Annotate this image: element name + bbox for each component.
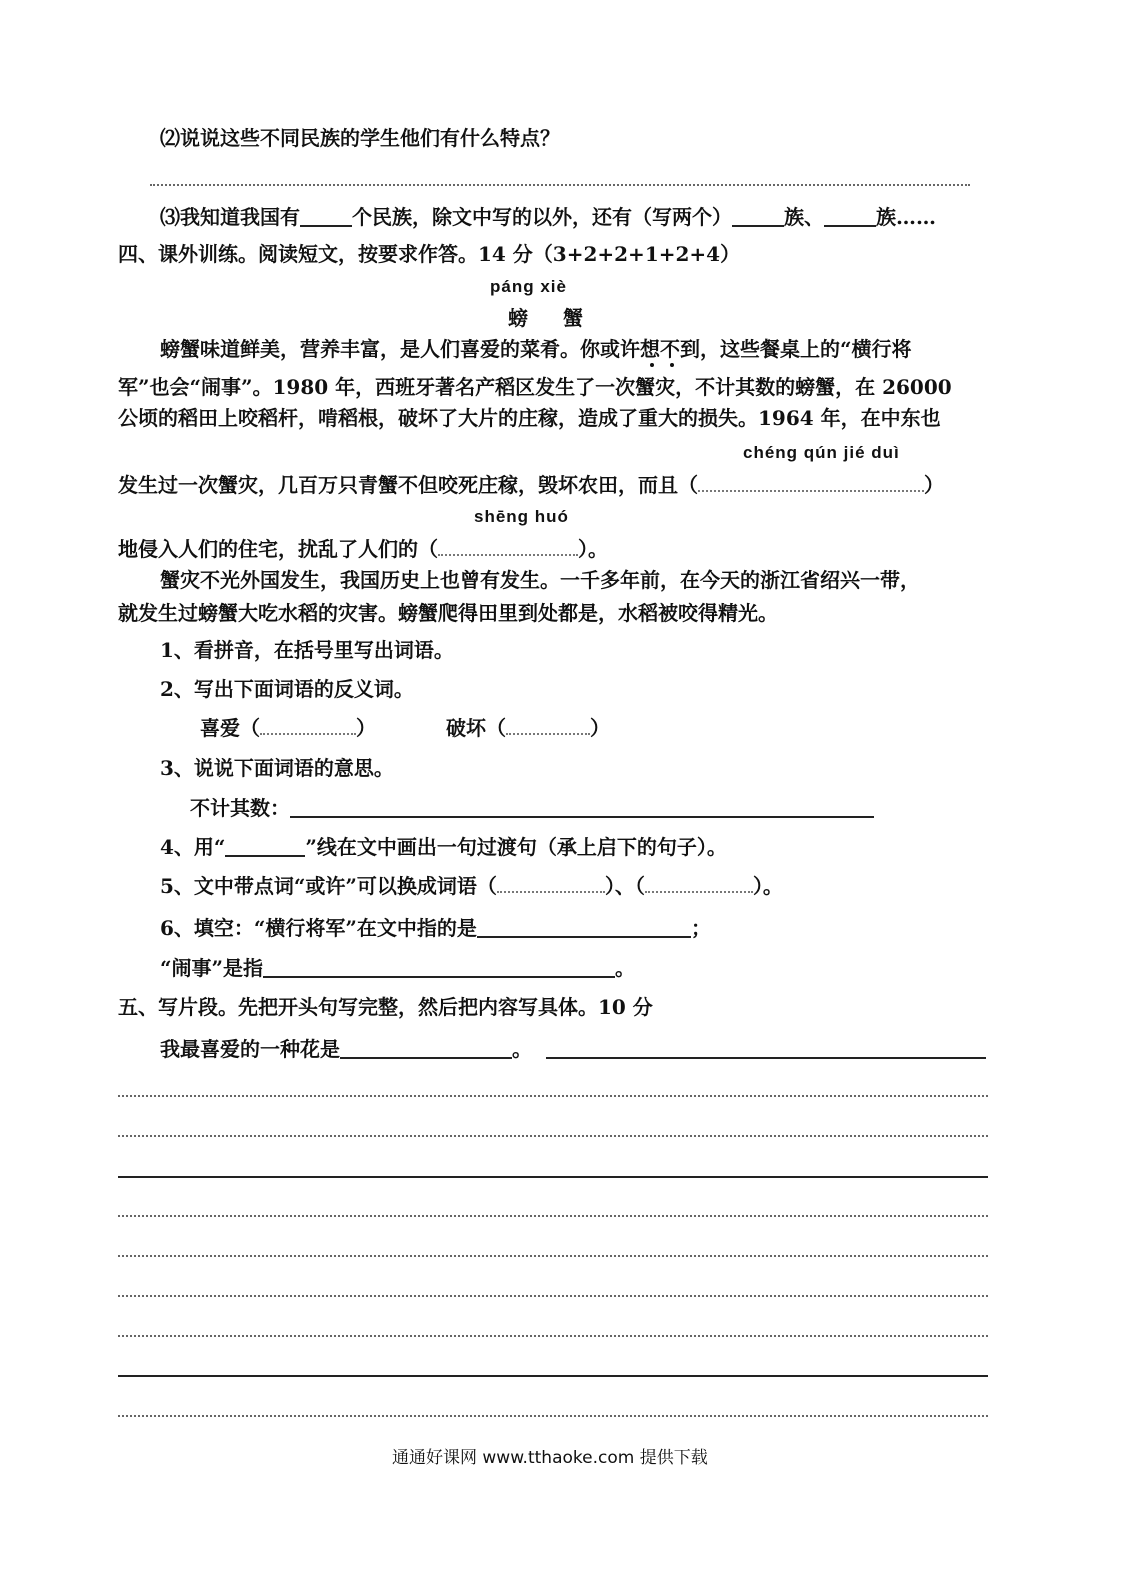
- q5-blank-1[interactable]: [497, 879, 605, 893]
- q6-text-4: 。: [615, 956, 636, 980]
- writing-line-4[interactable]: [118, 1215, 988, 1217]
- blank-shenghuo[interactable]: [438, 542, 578, 556]
- writing-line-7[interactable]: [118, 1335, 988, 1337]
- antonym-word-1: 喜爱（: [200, 716, 260, 740]
- blank-chengqunjiedui[interactable]: [698, 478, 924, 492]
- starter-text: 我最喜爱的一种花是: [160, 1037, 340, 1061]
- question-4-6: [160, 918, 711, 938]
- q6-blank-2[interactable]: [263, 958, 615, 978]
- passage-line-5-text: 地侵入人们的住宅，扰乱了人们的（: [118, 537, 438, 561]
- writing-starter: [160, 1039, 986, 1059]
- passage-line-2: 军”也会“闹事”。1980 年，西班牙著名产稻区发生了一次蟹灾，不计其数的螃蟹，在 26000: [118, 375, 952, 399]
- q5-text-3: ）。: [752, 874, 783, 898]
- q3-blank-count[interactable]: [300, 207, 352, 227]
- paren-close-4: ）: [590, 716, 610, 740]
- writing-line-6[interactable]: [118, 1295, 988, 1297]
- starter-end: 。: [512, 1037, 532, 1061]
- q5-blank-2[interactable]: [645, 879, 753, 893]
- footer-text: 通通好课网 www.tthaoke.com 提供下载: [392, 1448, 708, 1468]
- answer-line-q2[interactable]: [150, 184, 970, 186]
- passage-title: 螃 蟹: [508, 306, 597, 330]
- section-5-heading: 五、写片段。先把开头句写完整，然后把内容写具体。10 分: [118, 995, 653, 1019]
- q3-text-2: 个民族，除文中写的以外，还有（写两个）: [352, 205, 732, 229]
- q3-text-1: ⑶我知道我国有: [160, 205, 300, 229]
- question-4-5: [160, 876, 783, 896]
- q4-text-1: 4、用“: [160, 835, 226, 859]
- paren-close-2: ）。: [578, 537, 608, 561]
- meaning-answer-line[interactable]: [290, 798, 874, 818]
- q3-blank-nation-1[interactable]: [732, 207, 784, 227]
- question-4-6-b: [160, 958, 635, 978]
- starter-blank[interactable]: [340, 1039, 512, 1059]
- paren-close: ）: [924, 473, 944, 497]
- q6-text-3: “闹事”是指: [160, 956, 264, 980]
- title-pinyin: páng xiè: [490, 277, 567, 296]
- q5-text-1: 5、文中带点词“或许”可以换成词语（: [160, 874, 497, 898]
- q6-blank-1[interactable]: [477, 918, 691, 938]
- antonym-row: [200, 718, 610, 738]
- meaning-word: 不计其数：: [190, 796, 290, 820]
- q3-blank-nation-2[interactable]: [824, 207, 876, 227]
- paren-close-3: ）: [356, 716, 376, 740]
- q4-underline-sample: [225, 837, 305, 857]
- antonym-blank-2[interactable]: [506, 721, 590, 735]
- writing-line-0[interactable]: [546, 1039, 986, 1059]
- antonym-blank-1[interactable]: [260, 721, 356, 735]
- writing-line-2[interactable]: [118, 1135, 988, 1137]
- passage-line-3: 公顷的稻田上咬稻杆，啃稻根，破坏了大片的庄稼，造成了重大的损失。1964 年，在中东也: [118, 406, 941, 430]
- passage-p2-line-2: 就发生过螃蟹大吃水稻的灾害。螃蟹爬得田里到处都是，水稻被咬得精光。: [118, 601, 778, 625]
- writing-line-3[interactable]: [118, 1176, 988, 1178]
- question-2: ⑵说说这些不同民族的学生他们有什么特点？: [160, 126, 560, 150]
- meaning-row: [190, 798, 874, 818]
- q6-text-1: 6、填空：“横行将军”在文中指的是: [160, 916, 477, 940]
- emphasis-dot-2: [670, 363, 674, 367]
- writing-line-8[interactable]: [118, 1375, 988, 1377]
- q5-text-2: ）、（: [604, 874, 645, 898]
- question-4-1: 1、看拼音，在括号里写出词语。: [160, 638, 454, 662]
- writing-line-1[interactable]: [118, 1095, 988, 1097]
- passage-p2-line-1: 蟹灾不光外国发生，我国历史上也曾有发生。一千多年前，在今天的浙江省绍兴一带，: [160, 568, 920, 592]
- passage-line-4-text: 发生过一次蟹灾，几百万只青蟹不但咬死庄稼，毁坏农田，而且（: [118, 473, 698, 497]
- q6-text-2: ；: [690, 916, 711, 940]
- passage-line-1: 螃蟹味道鲜美，营养丰富，是人们喜爱的菜肴。你或许想不到，这些餐桌上的“横行将: [160, 337, 912, 361]
- question-4-3: 3、说说下面词语的意思。: [160, 756, 394, 780]
- passage-line-5: [118, 539, 608, 559]
- antonym-word-2: 破坏（: [446, 716, 506, 740]
- emphasis-dot-1: [650, 363, 654, 367]
- passage-line-4: [118, 475, 944, 495]
- q3-text-4: 族……: [876, 205, 936, 229]
- q4-text-2: ”线在文中画出一句过渡句（承上启下的句子）。: [305, 835, 727, 859]
- writing-line-5[interactable]: [118, 1255, 988, 1257]
- q3-text-3: 族、: [784, 205, 824, 229]
- question-3: [160, 207, 936, 227]
- section-4-heading: 四、课外训练。阅读短文，按要求作答。14 分（3+2+2+1+2+4）: [118, 242, 741, 266]
- pinyin-chengqunjiedui: chéng qún jié duì: [743, 443, 900, 462]
- pinyin-shenghuo: shēng huó: [474, 507, 569, 526]
- writing-line-9[interactable]: [118, 1415, 988, 1417]
- question-4-4: [160, 837, 727, 857]
- question-4-2: 2、写出下面词语的反义词。: [160, 677, 414, 701]
